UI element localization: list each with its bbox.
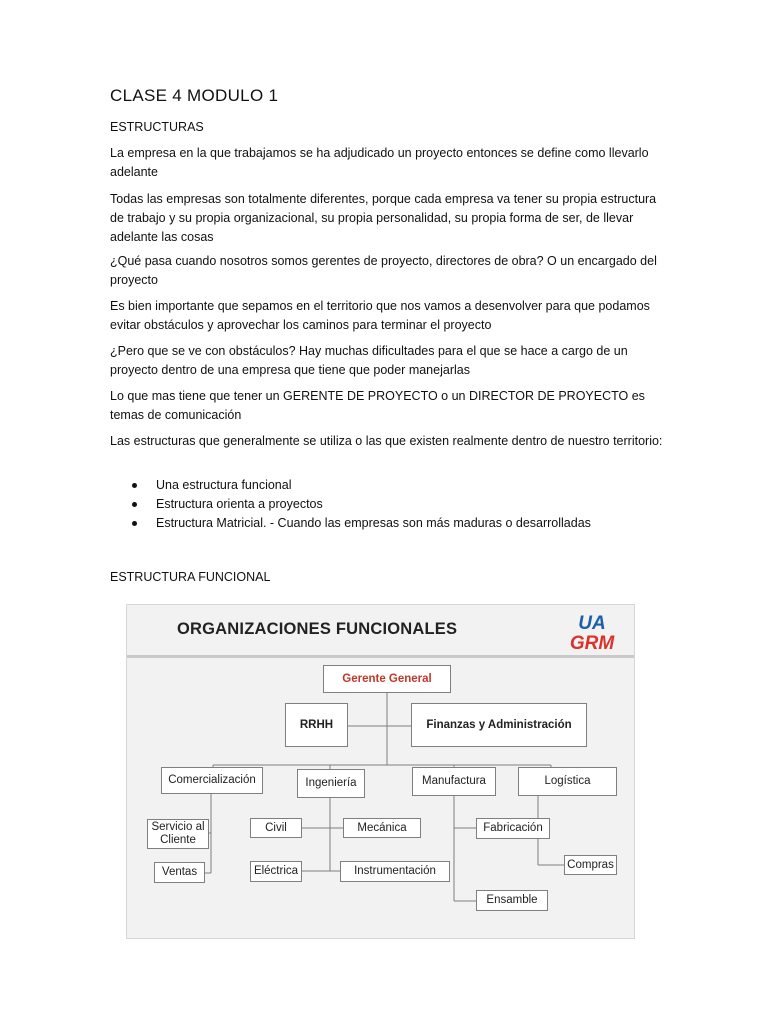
org-box-electrica: Eléctrica: [250, 861, 302, 882]
paragraph-6: Lo que mas tiene que tener un GERENTE DE PROYECTO o un DIRECTOR DE PROYECTO es temas de comunicación: [110, 389, 645, 422]
list-item: [110, 495, 591, 514]
logo-text-bottom: GRM: [569, 633, 615, 653]
paragraph-4: Es bien importante que sepamos en el territorio que nos vamos a desenvolver para que podamos evitar obstáculos y aprovechar los caminos para terminar el proyecto: [110, 299, 650, 332]
bullet-icon: [132, 521, 137, 526]
org-box-civil: Civil: [250, 818, 302, 838]
list-item-text: Estructura orienta a proyectos: [156, 497, 323, 511]
org-box-instrumentacion: Instrumentación: [340, 861, 450, 882]
section-heading: ESTRUCTURAS: [110, 120, 204, 134]
org-box-manufactura: Manufactura: [412, 767, 496, 796]
paragraph-7: Las estructuras que generalmente se utiliza o las que existen realmente dentro de nuestro territorio:: [110, 434, 663, 448]
org-box-rrhh: RRHH: [285, 703, 348, 747]
list-item: [110, 514, 591, 533]
org-box-ensamble: Ensamble: [476, 890, 548, 911]
list-item: [110, 476, 591, 495]
org-box-finanzas: Finanzas y Administración: [411, 703, 587, 747]
org-box-compras: Compras: [564, 855, 617, 875]
org-box-logistica: Logística: [518, 767, 617, 796]
org-box-comercializacion: Comercialización: [161, 767, 263, 794]
paragraph-5: ¿Pero que se ve con obstáculos? Hay muchas dificultades para el que se hace a cargo de un proyecto dentro de una empresa que tiene que poder manejarlas: [110, 344, 628, 377]
logo-text-top: UA: [578, 613, 606, 634]
org-box-fabricacion: Fabricación: [476, 818, 550, 839]
org-box-ventas: Ventas: [154, 862, 205, 883]
org-chart-slide: [126, 604, 635, 939]
org-box-servicio-cliente: Servicio al Cliente: [147, 819, 209, 849]
org-box-ingenieria: Ingeniería: [297, 769, 365, 798]
paragraph-2: Todas las empresas son totalmente diferentes, porque cada empresa va tener su propia estructura de trabajo y su propia organizacional, su propia personalidad, su propia forma de ser, de llevar adelante las cosas: [110, 192, 657, 244]
bullet-icon: [132, 502, 137, 507]
subheading: ESTRUCTURA FUNCIONAL: [110, 570, 271, 584]
structure-list: [110, 476, 591, 533]
document-title: CLASE 4 MODULO 1: [110, 86, 279, 105]
org-box-gerente-general: Gerente General: [323, 665, 451, 693]
list-item-text: Una estructura funcional: [156, 478, 292, 492]
list-item-text: Estructura Matricial. - Cuando las empresas son más maduras o desarrolladas: [156, 516, 591, 530]
slide-title: ORGANIZACIONES FUNCIONALES: [177, 620, 458, 638]
org-box-mecanica: Mecánica: [343, 818, 421, 838]
paragraph-3: ¿Qué pasa cuando nosotros somos gerentes de proyecto, directores de obra? O un encargado del proyecto: [110, 254, 657, 287]
bullet-icon: [132, 483, 137, 488]
paragraph-1: La empresa en la que trabajamos se ha adjudicado un proyecto entonces se define como llevarlo adelante: [110, 146, 649, 179]
